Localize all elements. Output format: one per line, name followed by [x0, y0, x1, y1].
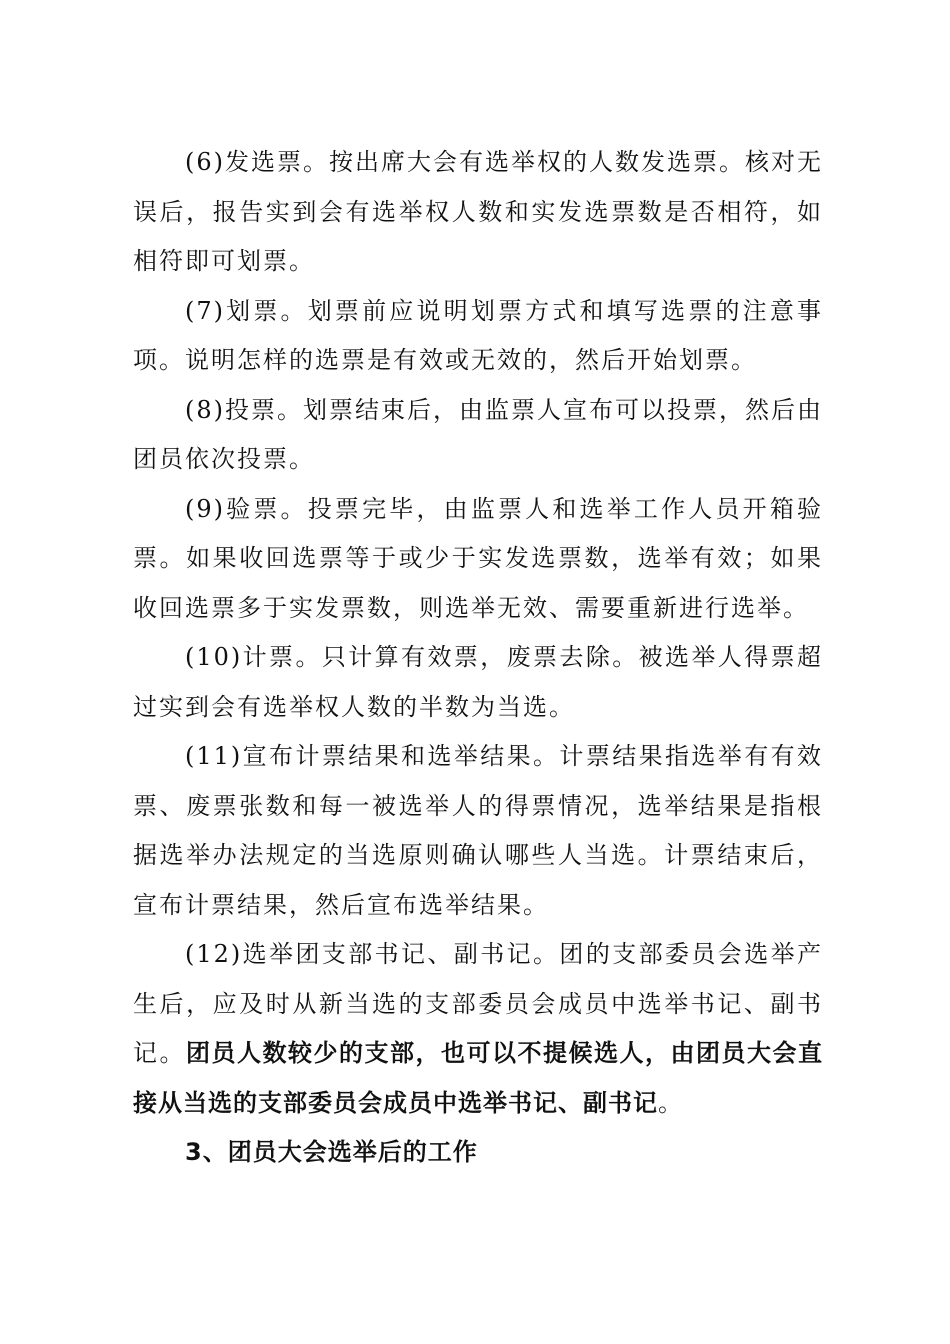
paragraph-11: (11)宣布计票结果和选举结果。计票结果指选举有有效票、废票张数和每一被选举人的得票情况，选举结果是指根据选举办法规定的当选原则确认哪些人当选。计票结束后，宣布计票结果，然后宣布选举结果。 — [133, 742, 823, 919]
paragraph-12-bold-text: 团员人数较少的支部，也可以不提候选人，由团员大会直接从当选的支部委员会成员中选举书记、副书记 — [133, 1039, 823, 1117]
document-body — [133, 138, 823, 1178]
paragraph-12-end: 。 — [658, 1088, 684, 1117]
section-heading: 3、团员大会选举后的工作 — [185, 1138, 478, 1166]
paragraph-8: (8)投票。划票结束后，由监票人宣布可以投票，然后由团员依次投票。 — [133, 395, 823, 473]
paragraph-7: (7)划票。划票前应说明划票方式和填写选票的注意事项。说明怎样的选票是有效或无效的，然后开始划票。 — [133, 296, 823, 374]
paragraph-6: (6)发选票。按出席大会有选举权的人数发选票。核对无误后，报告实到会有选举权人数和实发选票数是否相符，如相符即可划票。 — [133, 148, 823, 275]
paragraph-9: (9)验票。投票完毕，由监票人和选举工作人员开箱验票。如果收回选票等于或少于实发选票数，选举有效；如果收回选票多于实发票数，则选举无效、需要重新进行选举。 — [133, 494, 823, 622]
paragraph-12 — [133, 930, 823, 1128]
paragraph-10: (10)计票。只计算有效票，废票去除。被选举人得票超过实到会有选举权人数的半数为当选。 — [133, 643, 823, 721]
paragraph-12-text: (12)选举团支部书记、副书记。团的支部委员会选举产生后，应及时从新当选的支部委员会成员中选举书记、副书记。 — [133, 940, 823, 1067]
